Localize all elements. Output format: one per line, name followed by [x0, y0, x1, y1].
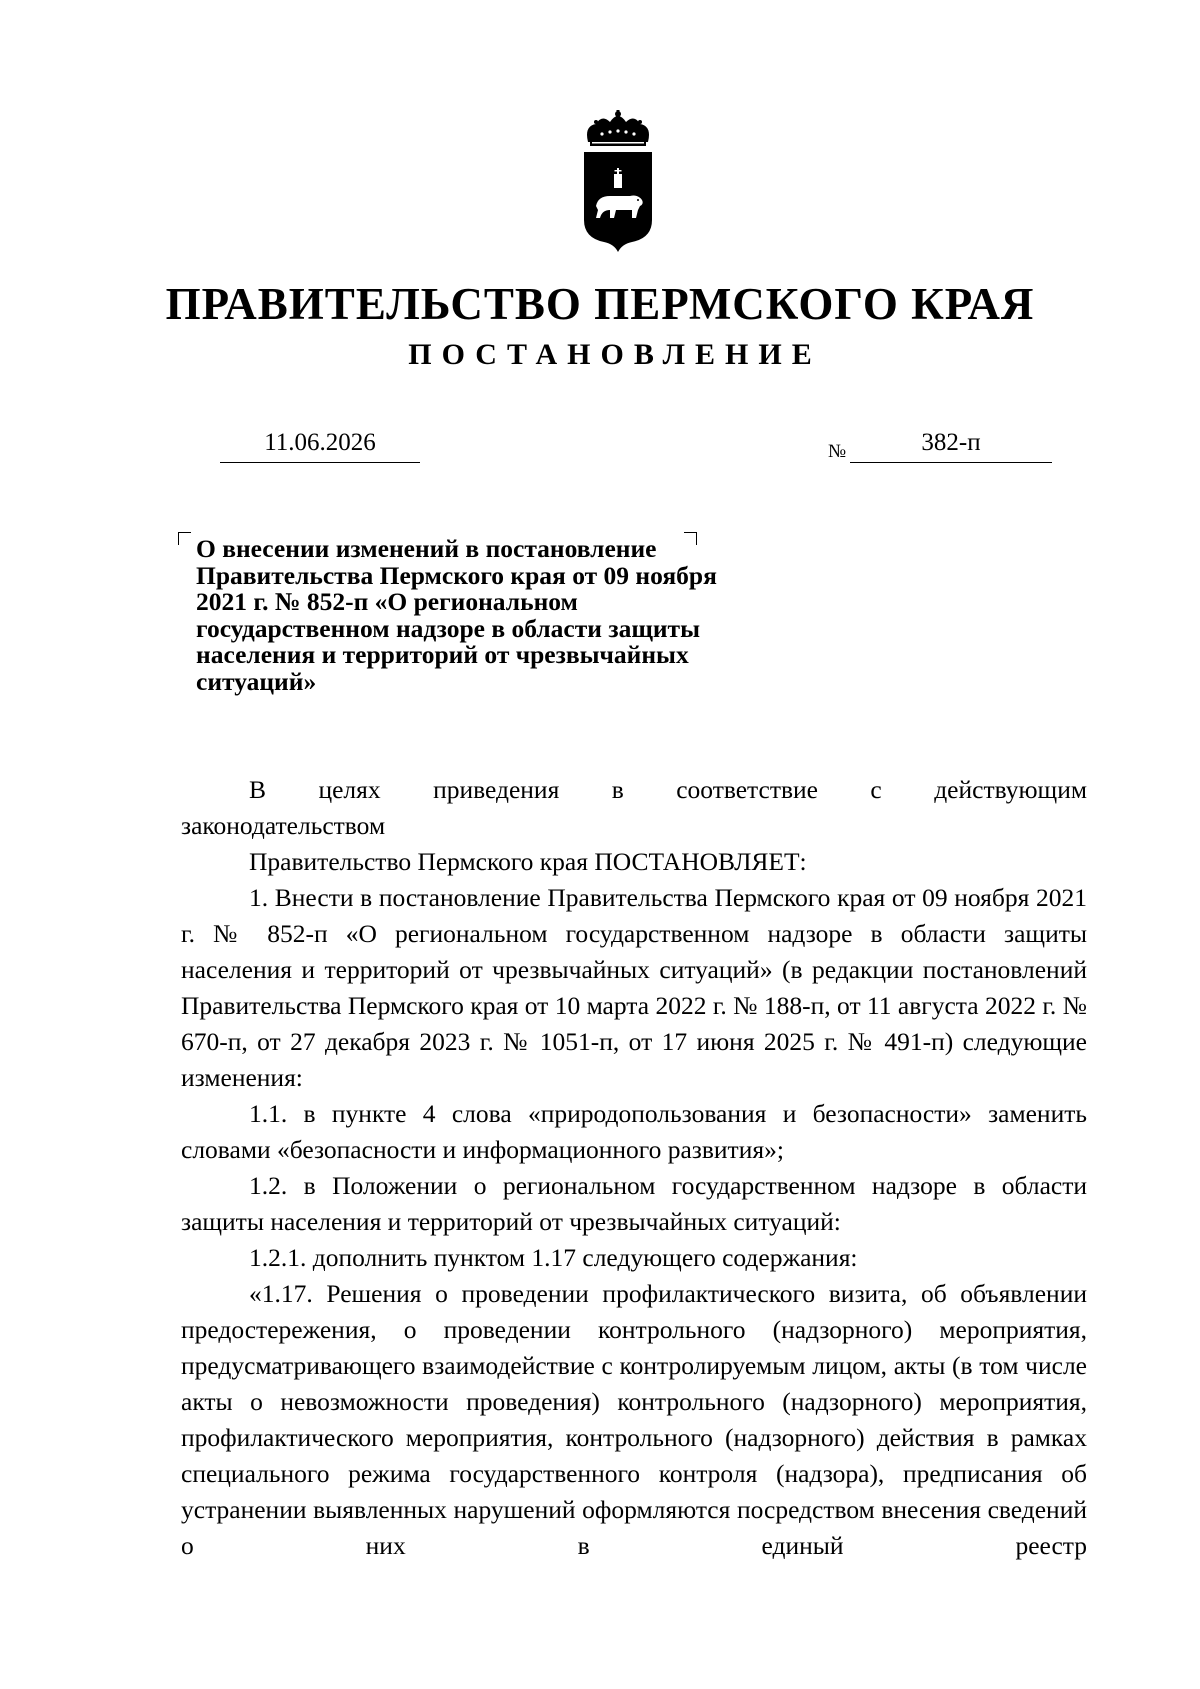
- document-date: 11.06.2026: [220, 426, 420, 463]
- intro-word: соответствие: [676, 775, 818, 804]
- document-number: 382-п: [850, 426, 1052, 463]
- paragraph-1-2: 1.2. в Положении о региональном государственном надзоре в области защиты населения и территорий от чрезвычайных ситуаций:: [181, 1171, 1087, 1236]
- subject-bracket-left: [178, 532, 191, 545]
- intro-line: [181, 772, 1087, 808]
- subject-line: 2021 г. № 852-п «О региональном: [196, 587, 578, 616]
- paragraph-1-17: «1.17. Решения о проведении профилактического визита, об объявлении предостережения, о проведении контрольного (надзорного) мероприятия, предусматривающего взаимодействие с контролируемым лицом, акты (в том числе акты о невозможности проведения) контрольного (надзорного) мероприятия, профилактического мероприятия, контрольного (надзорного) действия в рамках специального режима государственного контроля (надзора), предписания об устранении выявленных нарушений оформляются посредством внесения сведений о них в единый реестр: [181, 1279, 1087, 1560]
- subject-line: ситуаций»: [196, 666, 317, 696]
- organization-title: ПРАВИТЕЛЬСТВО ПЕРМСКОГО КРАЯ: [165, 279, 1035, 329]
- intro-word: в: [611, 775, 624, 804]
- intro-word: целях: [318, 775, 381, 804]
- number-label: №: [828, 441, 847, 462]
- document-body: [181, 772, 1087, 1564]
- paragraph-1-1: 1.1. в пункте 4 слова «природопользования и безопасности» заменить словами «безопасности и информационного развития»;: [181, 1099, 1087, 1164]
- subject-line: населения и территорий от чрезвычайных: [196, 640, 689, 669]
- document-subject: [196, 536, 796, 695]
- paragraph-1-2-1: 1.2.1. дополнить пунктом 1.17 следующего содержания:: [249, 1243, 858, 1272]
- paragraph-1: 1. Внести в постановление Правительства Пермского края от 09 ноября 2021 г. № 852-п «О региональном государственном надзоре в области защиты населения и территорий от чрезвычайных ситуаций» (в редакции постановлений Правительства Пермского края от 10 марта 2022 г. № 188-п, от 11 августа 2022 г. № 670-п, от 27 декабря 2023 г. № 1051-п, от 17 июня 2025 г. № 491-п) следующие изменения:: [181, 883, 1087, 1092]
- subject-line: О внесении изменений в постановление: [196, 534, 657, 563]
- subject-line: Правительства Пермского края от 09 ноября: [196, 560, 717, 590]
- intro-word: В: [249, 775, 267, 804]
- intro-end: законодательством: [181, 811, 386, 840]
- intro-word: приведения: [433, 775, 560, 804]
- intro-word: с: [870, 775, 882, 804]
- resolves-paragraph: Правительство Пермского края ПОСТАНОВЛЯЕТ:: [249, 847, 807, 876]
- intro-word: действующим: [934, 775, 1087, 804]
- perm-krai-coat-of-arms: [572, 110, 664, 260]
- subject-line: государственном надзоре в области защиты: [196, 613, 700, 643]
- document-type: ПОСТАНОВЛЕНИЕ: [408, 338, 822, 371]
